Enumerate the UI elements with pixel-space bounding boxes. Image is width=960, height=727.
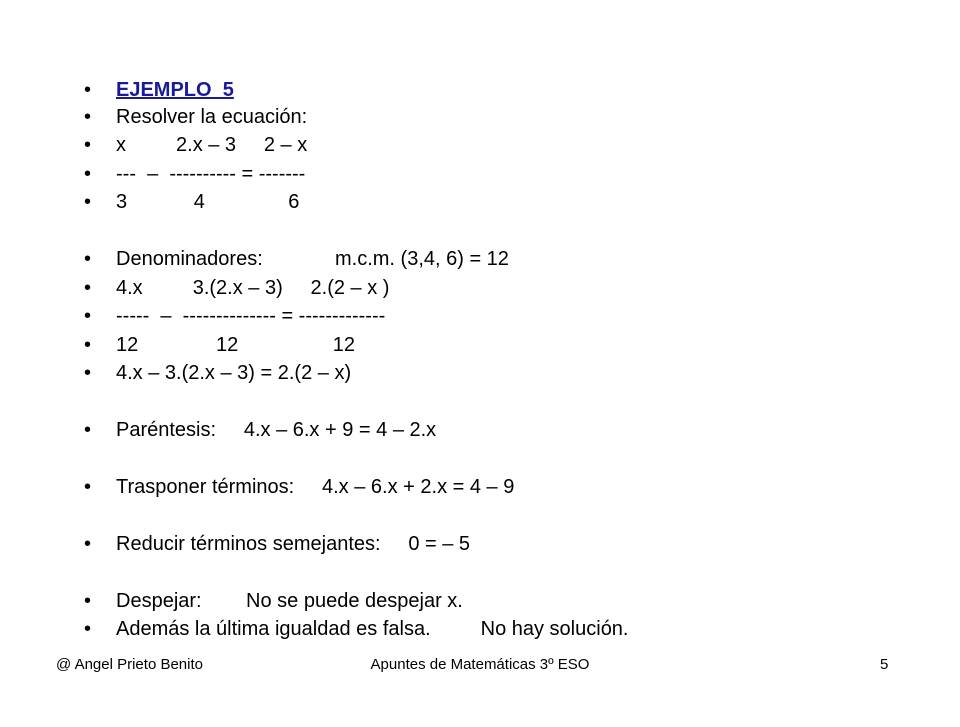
bullet-marker: • <box>84 134 92 156</box>
bullet-text: Resolver la ecuación: <box>116 106 308 128</box>
bullet-marker: • <box>84 106 92 128</box>
bullet-marker: • <box>84 618 92 640</box>
bullet-text: Trasponer términos: 4.x – 6.x + 2.x = 4 – 9 <box>116 476 515 498</box>
bullet-marker: • <box>84 533 92 555</box>
bullet-line <box>84 416 437 444</box>
bullet-line <box>84 160 306 188</box>
footer-course: Apuntes de Matemáticas 3º ESO <box>370 656 590 673</box>
bullet-title <box>84 76 234 104</box>
bullet-marker: • <box>84 163 92 185</box>
slide-title[interactable]: EJEMPLO 5 <box>116 79 234 101</box>
bullet-text: 4.x 3.(2.x – 3) 2.(2 – x ) <box>116 277 390 299</box>
bullet-marker: • <box>84 79 92 101</box>
bullet-line <box>84 359 352 387</box>
bullet-text: Reducir términos semejantes: 0 = – 5 <box>116 533 471 555</box>
bullet-line <box>84 473 515 501</box>
bullet-line <box>84 274 390 302</box>
bullet-line <box>84 103 308 131</box>
bullet-marker: • <box>84 362 92 384</box>
bullet-line <box>84 530 471 558</box>
bullet-text: ----- – -------------- = ------------- <box>116 305 386 327</box>
bullet-text: Además la última igualdad es falsa. No hay solución. <box>116 618 629 640</box>
bullet-marker: • <box>84 305 92 327</box>
bullet-text: x 2.x – 3 2 – x <box>116 134 308 156</box>
footer-author: @ Angel Prieto Benito <box>56 656 203 673</box>
bullet-text: 3 4 6 <box>116 191 300 213</box>
bullet-marker: • <box>84 419 92 441</box>
bullet-text: 4.x – 3.(2.x – 3) = 2.(2 – x) <box>116 362 352 384</box>
bullet-marker: • <box>84 248 92 270</box>
bullet-marker: • <box>84 476 92 498</box>
bullet-line <box>84 131 308 159</box>
bullet-text: --- – ---------- = ------- <box>116 163 306 185</box>
bullet-marker: • <box>84 277 92 299</box>
bullet-marker: • <box>84 191 92 213</box>
bullet-line <box>84 188 300 216</box>
bullet-line <box>84 615 629 643</box>
bullet-marker: • <box>84 334 92 356</box>
bullet-line <box>84 245 509 273</box>
bullet-marker: • <box>84 590 92 612</box>
bullet-text: Paréntesis: 4.x – 6.x + 9 = 4 – 2.x <box>116 419 437 441</box>
bullet-line <box>84 302 386 330</box>
bullet-text: Despejar: No se puede despejar x. <box>116 590 463 612</box>
bullet-line <box>84 587 463 615</box>
bullet-text: 12 12 12 <box>116 334 355 356</box>
bullet-line <box>84 331 355 359</box>
bullet-text: Denominadores: m.c.m. (3,4, 6) = 12 <box>116 248 509 270</box>
footer-page-number: 5 <box>880 656 889 673</box>
